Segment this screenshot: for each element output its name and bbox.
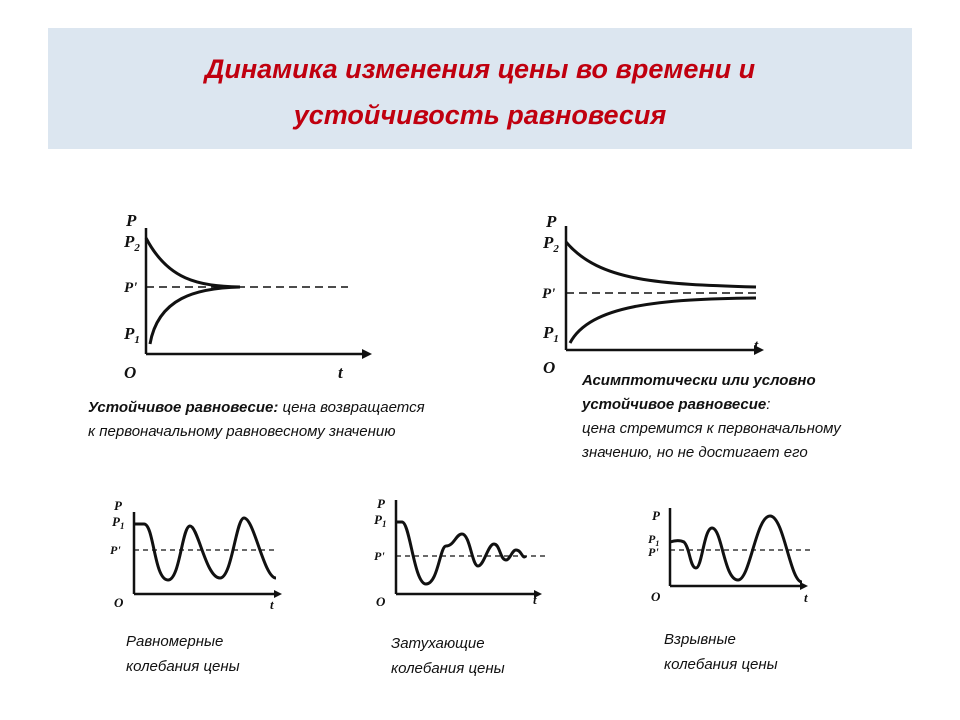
stable-caption (88, 396, 425, 444)
uniform-caption-line-2: колебания цены (126, 658, 240, 675)
stable-axes (146, 228, 372, 359)
uniform-caption-line-1: Равномерные (126, 633, 224, 650)
explosive-caption-line-2: колебания цены (664, 656, 778, 673)
explosive-caption-line-1: Взрывные (664, 631, 736, 648)
asymptotic-caption-line-4: значению, но не достигает его (582, 444, 808, 461)
damped-caption-line-2: колебания цены (391, 660, 505, 677)
uniform-p-label: P (114, 498, 122, 513)
uniform-t-label: t (270, 597, 274, 612)
uniform-p1-label: $P_1$ (112, 514, 125, 531)
asymptotic-t-label: t (754, 338, 759, 354)
stable-p-label: P (126, 211, 137, 230)
asymptotic-p1-label: $P_1$ (543, 323, 559, 345)
asymptotic-pe-label: P' (542, 286, 556, 302)
stable-t-label: t (338, 363, 343, 382)
explosive-origin-label: O (651, 589, 661, 604)
damped-p1-label: $P_1$ (374, 512, 387, 529)
slide-title-line-1: Динамика изменения цены во времени и (204, 54, 756, 84)
explosive-t-label: t (804, 590, 808, 605)
asymptotic-caption-colon: : (766, 396, 771, 413)
damped-pe-label: P' (374, 549, 385, 563)
damped-origin-label: O (376, 594, 386, 609)
uniform-pe-label: P' (110, 543, 121, 557)
asymptotic-caption (582, 369, 841, 465)
stable-pe-label: P' (124, 280, 138, 296)
asymptotic-p2-label: $P_2$ (543, 233, 559, 255)
asymptotic-axes (566, 226, 764, 355)
slide-title-line-2: устойчивость равновесия (293, 100, 667, 130)
uniform-oscillation-curve (134, 518, 276, 580)
damped-t-label: t (533, 592, 537, 607)
asymptotic-origin-label: O (543, 358, 556, 377)
asymptotic-caption-bold-1: Асимптотически или условно (582, 372, 816, 389)
uniform-caption (126, 629, 240, 679)
asymptotic-lower-curve (570, 298, 756, 343)
stable-p2-label: $P_2$ (124, 232, 140, 254)
uniform-origin-label: O (114, 595, 124, 610)
stable-p1-label: $P_1$ (124, 324, 140, 346)
asymptotic-p-label: P (546, 212, 557, 231)
explosive-p-label: P (652, 508, 660, 523)
damped-caption (391, 631, 505, 681)
stable-caption-line-2: к первоначальному равновесному значению (88, 423, 396, 440)
explosive-pe-label: P' (648, 545, 659, 559)
explosive-p1-label: $P_1$ (648, 532, 660, 548)
asymptotic-caption-bold-2: устойчивое равновесие (582, 396, 767, 413)
damped-caption-line-1: Затухающие (391, 635, 485, 652)
stable-origin-label: O (124, 363, 137, 382)
explosive-oscillation-curve (670, 516, 802, 582)
damped-p-label: P (377, 496, 385, 511)
asymptotic-upper-curve (566, 242, 756, 287)
stable-caption-bold: Устойчивое равновесие: (88, 399, 279, 416)
stable-lower-curve (150, 287, 240, 344)
damped-oscillation-curve (396, 522, 526, 584)
asymptotic-caption-line-3: цена стремится к первоначальному (582, 420, 841, 437)
stable-caption-rest: цена возвращается (278, 399, 425, 416)
stable-upper-curve (146, 238, 240, 287)
explosive-caption (664, 627, 778, 677)
